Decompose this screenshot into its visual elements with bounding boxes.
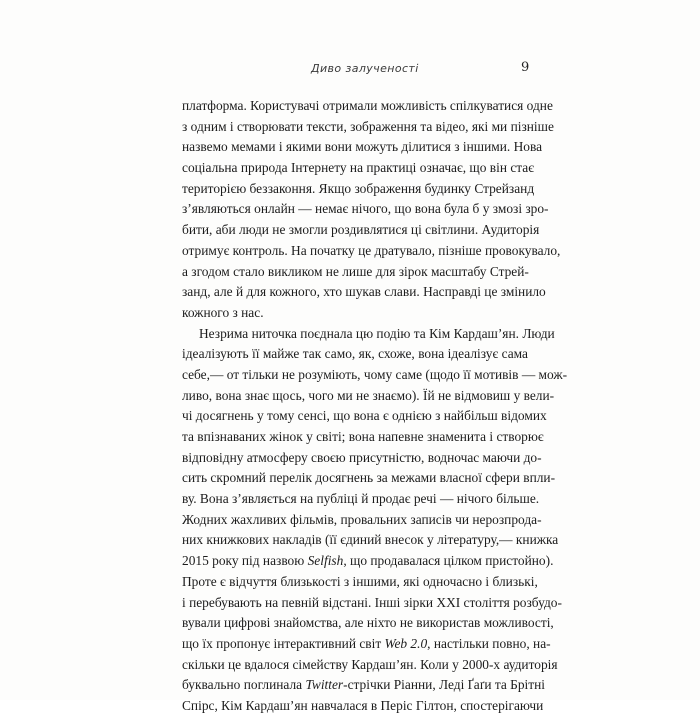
- text-line: Спірс, Кім Кардаш’ян навчалася в Періс Гілтон, спостерігаючи: [182, 697, 544, 713]
- chapter-title: Диво залученості: [311, 62, 419, 75]
- text-line: Проте є відчуття близькості з іншими, які одночасно і близькі,: [182, 573, 538, 589]
- text-line: і перебувають на певній відстані. Інші зірки XXI століття розбудо-: [182, 594, 562, 610]
- text-line: та впізнаваних жінок у світі; вона напевне знаменита і створює: [182, 429, 544, 444]
- italic-term: Twitter: [305, 677, 344, 693]
- text-line: скільки це вдалося сімейству Кардаш’ян. Коли у 2000-х аудиторія: [182, 656, 558, 672]
- text-line: Жодних жахливих фільмів, провальних записів чи нерозпрода-: [182, 511, 542, 527]
- text-line: платформа. Користувачі отримали можливість спілкуватися одне: [182, 98, 553, 113]
- text-line: територією беззаконня. Якщо зображення будинку Стрейзанд: [182, 180, 535, 196]
- text-line: назвемо мемами і якими вони можуть ділитися з іншими. Нова: [182, 139, 543, 155]
- text-line: буквально поглинала Twitter-стрічки Ріанни, Леді Ґаґи та Брітні: [182, 677, 546, 693]
- body-text: [182, 96, 568, 717]
- text-line: чі досягнень у тому сенсі, що вона є однією з найбільш відомих: [182, 408, 547, 424]
- text-line: вували цифрові знайомства, але ніхто не використав можливості,: [182, 615, 554, 631]
- text-line: що їх пропонує інтерактивний світ Web 2.0, настільки повно, на-: [182, 635, 551, 651]
- text-line: ливо, вона знає щось, чого ми не знаємо). Їй не відмовиш у вели-: [182, 387, 555, 403]
- text-line: з’являються онлайн — немає нічого, що вона була б у змозі зро-: [182, 201, 549, 217]
- text-line: кожного з нас.: [182, 304, 264, 320]
- text-line: сить скромний перелік досягнень за межами власної сфери впли-: [182, 470, 556, 486]
- running-head: [0, 62, 700, 82]
- text-line: ідеалізують її майже так само, як, схоже, вона ідеалізує сама: [182, 346, 528, 362]
- page-number: 9: [521, 60, 530, 75]
- text-line: бити, аби люди не змогли роздивлятися ці світлини. Аудиторія: [182, 222, 540, 238]
- text-line: себе,— от тільки не розуміють, чому саме (щодо її мотивів — мож-: [182, 366, 568, 382]
- text-line: ву. Вона з’являється на публіці й продає речі — нічого більше.: [182, 491, 540, 507]
- italic-book-title: Selfish: [307, 553, 344, 569]
- paragraph-first-line: Незрима ниточка поєднала цю подію та Кім Кардаш’ян. Люди: [199, 325, 555, 341]
- text-line: них книжкових накладів (її єдиний внесок у літературу,— книжка: [182, 532, 559, 548]
- text-line: а згодом стало викликом не лише для зірок масштабу Стрей-: [182, 263, 529, 279]
- text-line: відповідну атмосферу своєю присутністю, водночас маючи до-: [182, 449, 542, 465]
- text-line: 2015 року під назвою Selfish, що продавалася цілком пристойно).: [182, 553, 554, 569]
- text-line: з одним і створювати тексти, зображення та відео, які ми пізніше: [182, 118, 554, 134]
- text-line: отримує контроль. На початку це дратувало, пізніше провокувало,: [182, 242, 561, 258]
- italic-term: Web 2.0: [384, 635, 428, 651]
- text-line: занд, але й для кожного, хто шукав слави. Насправді це змінило: [182, 284, 546, 300]
- text-line: соціальна природа Інтернету на практиці означає, що він стає: [182, 160, 534, 176]
